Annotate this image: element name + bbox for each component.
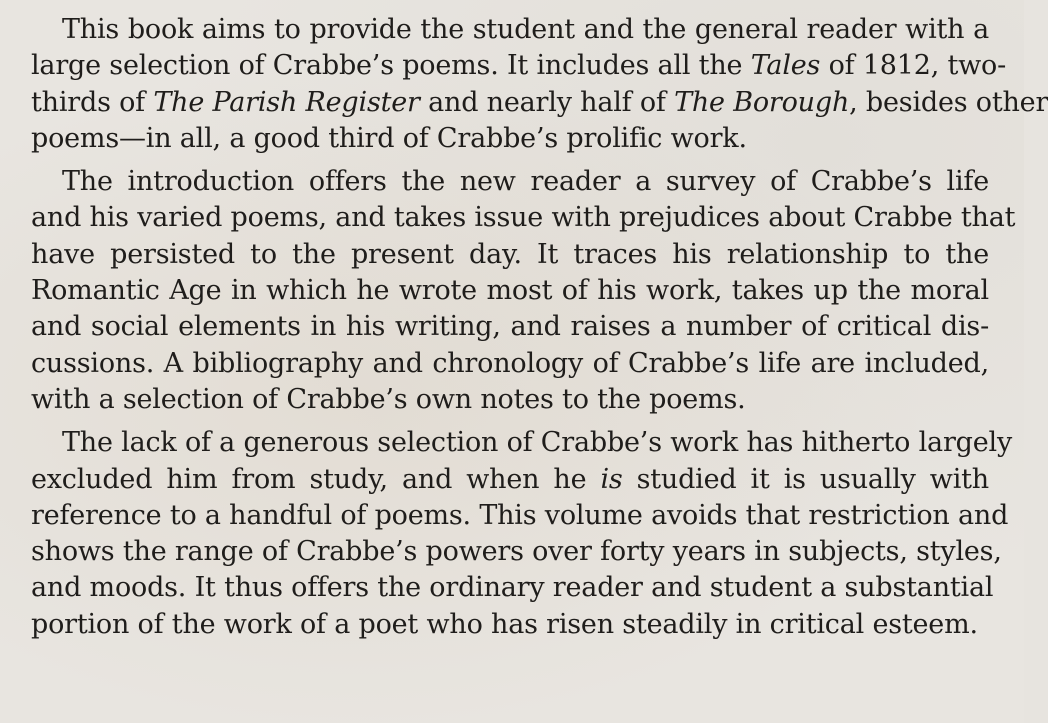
text-line [31, 462, 989, 498]
text-run: Romantic Age in which he wrote most of his work, takes up the moral [31, 275, 989, 307]
text-run: excluded him from study, and when he [31, 463, 601, 495]
paragraph [31, 425, 1012, 643]
text-run: This book aims to provide the student and the general reader with a [62, 14, 989, 45]
text-line [31, 164, 989, 200]
text-run: and nearly half of [419, 86, 675, 118]
text-line [31, 273, 989, 309]
text-run: The introduction offers the new reader a survey of Crabbe’s life [62, 166, 989, 198]
text-line [31, 48, 1007, 84]
text-run: portion of the work of a poet who has risen steadily in critical esteem. [31, 608, 978, 640]
text-run: and moods. It thus offers the ordinary reader and student a substantial [31, 572, 994, 604]
text-line [31, 85, 1048, 121]
text-run: cussions. A bibliography and chronology of Crabbe’s life are included, [31, 347, 989, 379]
text-run: studied it is usually with [622, 463, 989, 495]
blurb-text [31, 12, 1048, 643]
italic-text-run: Tales [750, 50, 821, 82]
paragraph [31, 164, 1016, 418]
text-line [31, 607, 989, 643]
text-run: large selection of Crabbe’s poems. It includes all the [31, 50, 751, 82]
text-line [31, 121, 989, 157]
text-run: poems—in all, a good third of Crabbe’s prolific work. [31, 122, 747, 154]
text-run: , besides other [849, 86, 1048, 118]
text-line [31, 309, 989, 345]
text-run: reference to a handful of poems. This volume avoids that restriction and [31, 499, 1009, 531]
italic-text-run: The Parish Register [153, 86, 420, 118]
paragraph [31, 12, 1048, 157]
text-line [31, 498, 1009, 534]
italic-text-run: is [600, 463, 623, 495]
text-run: and his varied poems, and takes issue with prejudices about Crabbe that [31, 202, 1016, 234]
text-run: shows the range of Crabbe’s powers over forty years in subjects, styles, [31, 536, 1002, 568]
text-line [31, 12, 989, 48]
text-run: with a selection of Crabbe’s own notes to the poems. [31, 383, 746, 415]
text-run: have persisted to the present day. It traces his relationship to the [31, 238, 989, 270]
text-run: The lack of a generous selection of Crabbe’s work has hitherto largely [62, 427, 1012, 459]
text-line [31, 200, 1016, 236]
text-line [31, 237, 989, 273]
text-line [31, 346, 989, 382]
text-line [31, 570, 994, 606]
italic-text-run: The Borough [674, 86, 850, 118]
text-run: of 1812, two- [820, 50, 1007, 82]
text-run: and social elements in his writing, and raises a number of critical dis- [31, 311, 989, 343]
text-line [31, 382, 989, 418]
text-line [31, 425, 1012, 461]
text-line [31, 534, 1002, 570]
text-run: thirds of [31, 86, 154, 118]
